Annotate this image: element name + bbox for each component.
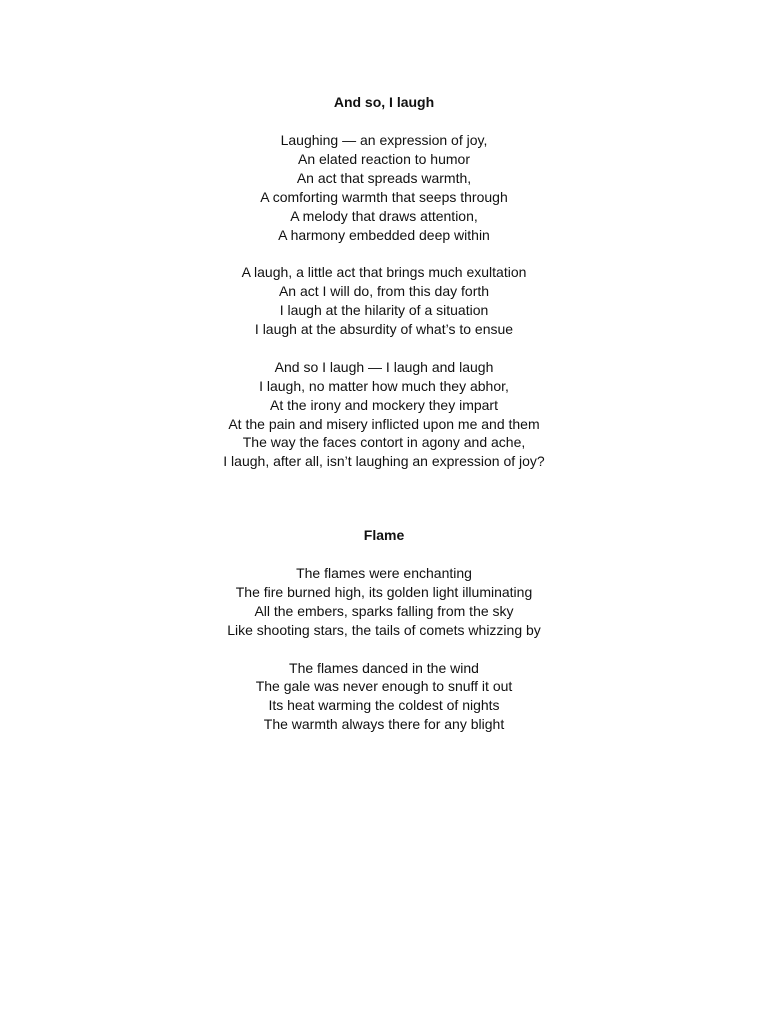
stanza-3 xyxy=(0,358,768,471)
stanza-2 xyxy=(0,659,768,735)
poem-line: Its heat warming the coldest of nights xyxy=(268,697,500,714)
stanza-2 xyxy=(0,263,768,339)
poem-title: Flame xyxy=(363,527,405,543)
poem-line: Like shooting stars, the tails of comets whizzing by xyxy=(227,621,541,638)
poem-line: Laughing — an expression of joy, xyxy=(280,132,488,148)
poem-line: At the pain and misery inflicted upon me and them xyxy=(228,415,540,432)
poem-line: A melody that draws attention, xyxy=(290,207,478,224)
stanza-1 xyxy=(0,564,768,640)
poem-line: A harmony embedded deep within xyxy=(278,226,490,243)
poem-line: The fire burned high, its golden light illuminating xyxy=(235,583,533,600)
poem-line: I laugh at the absurdity of what’s to ensue xyxy=(254,321,514,338)
poem-line: A laugh, a little act that brings much exultation xyxy=(241,264,527,281)
poem-line: And so I laugh — I laugh and laugh xyxy=(274,358,494,375)
poem-title: And so, I laugh xyxy=(333,94,435,110)
poem-line: All the embers, sparks falling from the sky xyxy=(254,602,514,619)
poem-line: I laugh at the hilarity of a situation xyxy=(279,302,489,319)
poem-line: A comforting warmth that seeps through xyxy=(260,188,508,205)
poem-line: The gale was never enough to snuff it out xyxy=(255,678,513,695)
poem-line: The flames were enchanting xyxy=(296,565,472,581)
poem-line: The warmth always there for any blight xyxy=(263,716,505,733)
poem-line: The flames danced in the wind xyxy=(289,659,479,676)
poem-line: An act that spreads warmth, xyxy=(296,169,472,186)
stanza-1 xyxy=(0,131,768,244)
poem-line: The way the faces contort in agony and ache, xyxy=(242,434,526,451)
poem-line: At the irony and mockery they impart xyxy=(270,396,498,413)
poem-flame xyxy=(0,526,768,753)
poem-line: I laugh, no matter how much they abhor, xyxy=(259,377,509,394)
poem-line: An act I will do, from this day forth xyxy=(278,283,490,300)
poem-line: I laugh, after all, isn’t laughing an expression of joy? xyxy=(223,453,545,470)
poem-line: An elated reaction to humor xyxy=(298,150,470,167)
poem-and-so-i-laugh xyxy=(0,93,768,490)
